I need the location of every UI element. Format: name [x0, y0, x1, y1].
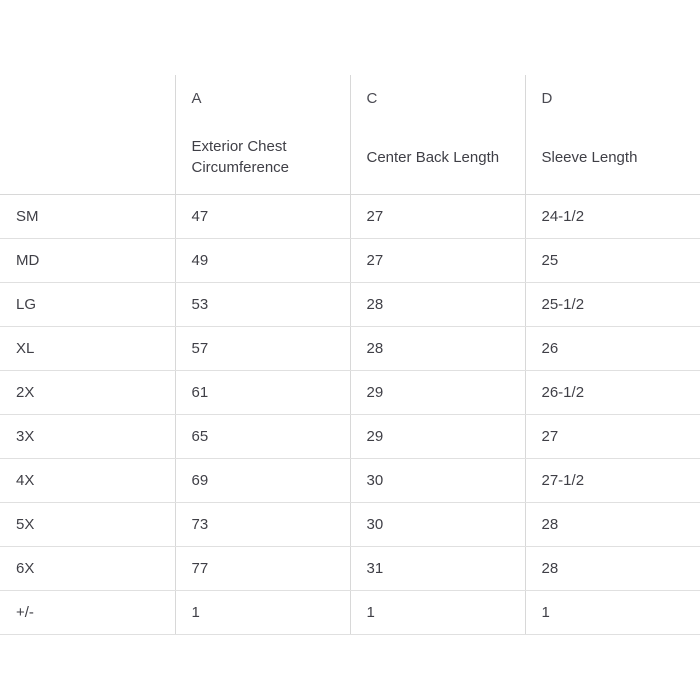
header-label-center-back-length: Center Back Length — [350, 122, 525, 195]
cell-size: 6X — [0, 547, 175, 591]
table-header-labels-row — [0, 122, 700, 195]
table-row — [0, 459, 700, 503]
table-row — [0, 327, 700, 371]
cell-measure-c: 1 — [350, 591, 525, 635]
header-label-exterior-chest-circumference: Exterior Chest Circumference — [175, 122, 350, 195]
cell-size: 3X — [0, 415, 175, 459]
cell-measure-c: 31 — [350, 547, 525, 591]
cell-measure-a: 61 — [175, 371, 350, 415]
cell-size: +/- — [0, 591, 175, 635]
header-letter-cell-a: A — [175, 75, 350, 122]
header-label-sleeve-length: Sleeve Length — [525, 122, 700, 195]
cell-size: XL — [0, 327, 175, 371]
cell-measure-d: 26 — [525, 327, 700, 371]
header-letter-cell-d: D — [525, 75, 700, 122]
table-row — [0, 371, 700, 415]
cell-measure-a: 49 — [175, 239, 350, 283]
table-row — [0, 283, 700, 327]
cell-measure-c: 28 — [350, 283, 525, 327]
cell-size: SM — [0, 195, 175, 239]
cell-size: MD — [0, 239, 175, 283]
cell-measure-c: 29 — [350, 371, 525, 415]
cell-size: 5X — [0, 503, 175, 547]
cell-measure-d: 28 — [525, 547, 700, 591]
cell-measure-c: 29 — [350, 415, 525, 459]
cell-measure-a: 47 — [175, 195, 350, 239]
size-chart-table — [0, 75, 700, 635]
cell-measure-d: 28 — [525, 503, 700, 547]
cell-size: 4X — [0, 459, 175, 503]
cell-measure-d: 27-1/2 — [525, 459, 700, 503]
table-row — [0, 503, 700, 547]
cell-measure-d: 1 — [525, 591, 700, 635]
cell-measure-d: 24-1/2 — [525, 195, 700, 239]
cell-measure-a: 69 — [175, 459, 350, 503]
cell-size: LG — [0, 283, 175, 327]
cell-measure-a: 77 — [175, 547, 350, 591]
cell-measure-c: 28 — [350, 327, 525, 371]
cell-measure-d: 27 — [525, 415, 700, 459]
cell-measure-a: 73 — [175, 503, 350, 547]
table-row — [0, 547, 700, 591]
table-row — [0, 239, 700, 283]
cell-measure-d: 26-1/2 — [525, 371, 700, 415]
table-row — [0, 415, 700, 459]
table-header-letters-row — [0, 75, 700, 122]
cell-measure-d: 25 — [525, 239, 700, 283]
size-chart-table-wrapper — [0, 75, 700, 635]
table-row — [0, 195, 700, 239]
cell-measure-c: 27 — [350, 239, 525, 283]
cell-measure-a: 65 — [175, 415, 350, 459]
cell-measure-a: 1 — [175, 591, 350, 635]
cell-measure-c: 30 — [350, 503, 525, 547]
cell-size: 2X — [0, 371, 175, 415]
cell-measure-c: 30 — [350, 459, 525, 503]
cell-measure-a: 53 — [175, 283, 350, 327]
table-row-tolerance — [0, 591, 700, 635]
cell-measure-c: 27 — [350, 195, 525, 239]
cell-measure-a: 57 — [175, 327, 350, 371]
header-letter-cell-c: C — [350, 75, 525, 122]
header-letter-cell-blank — [0, 75, 175, 122]
header-label-cell-blank — [0, 122, 175, 195]
cell-measure-d: 25-1/2 — [525, 283, 700, 327]
